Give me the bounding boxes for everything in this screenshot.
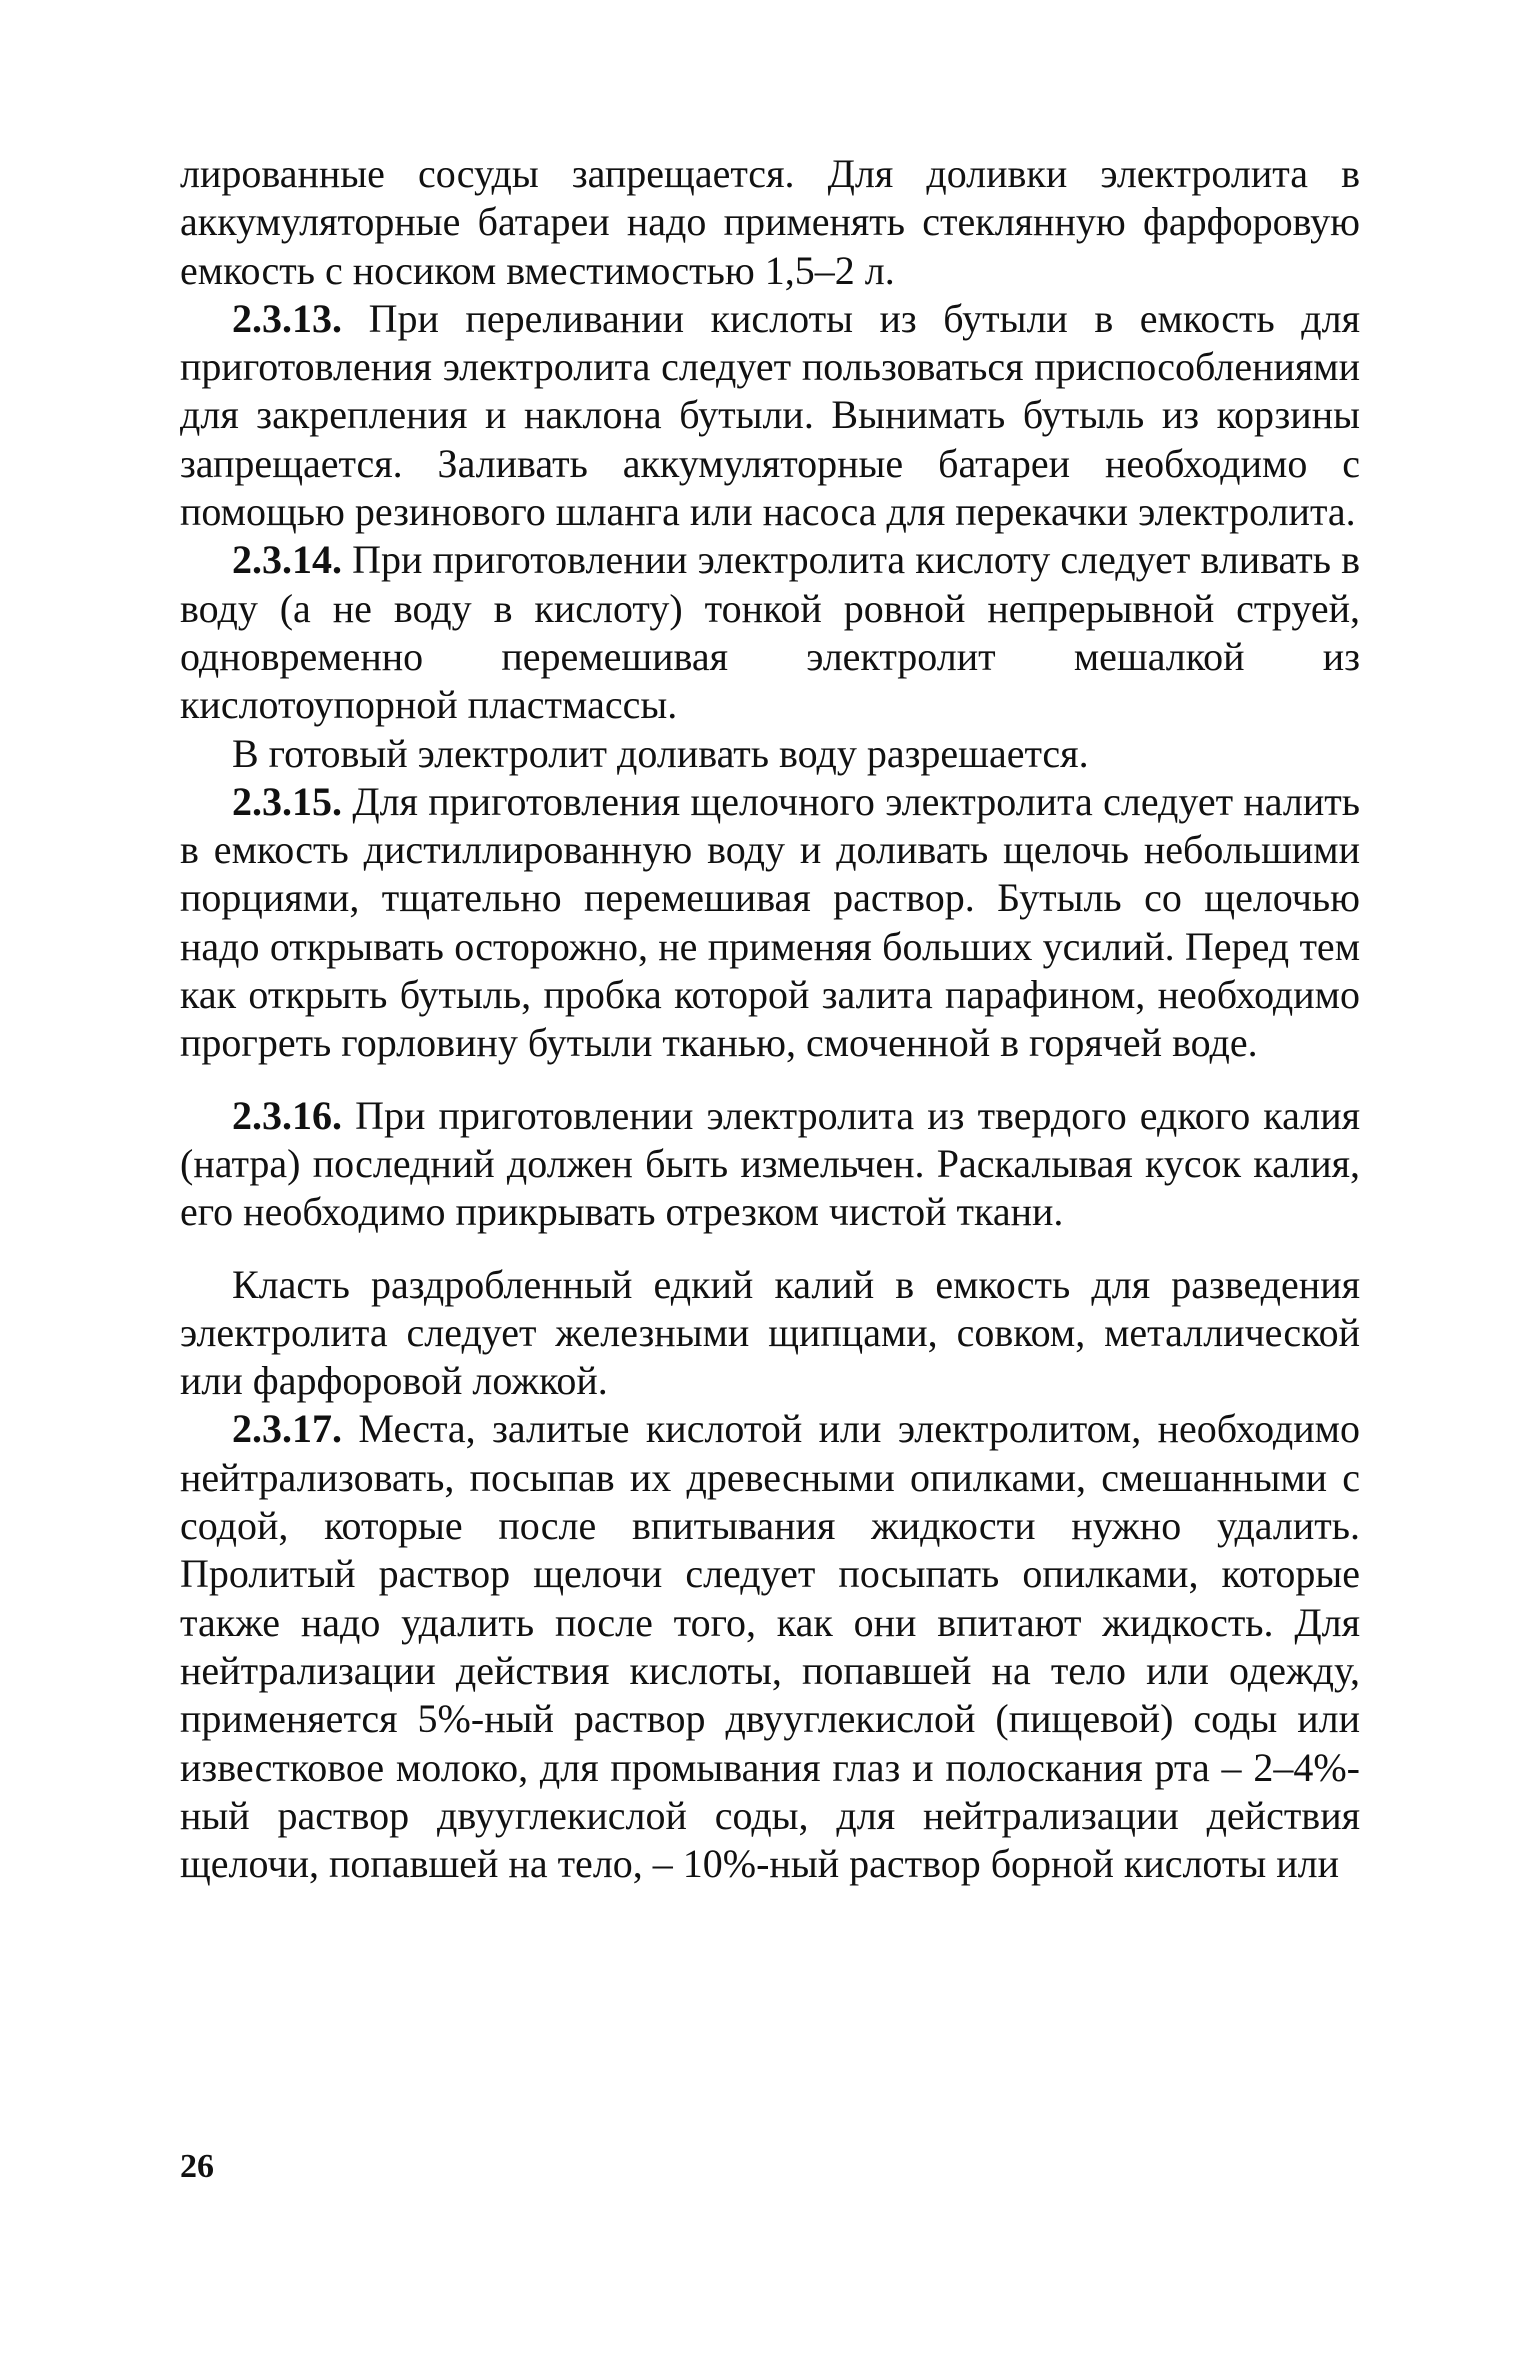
page-number: 26 — [180, 2148, 214, 2185]
section-number: 2.3.17. — [232, 1406, 342, 1452]
paragraph-2-3-14-note — [180, 730, 1360, 778]
paragraph-text: При переливании кислоты из бутыли в емкость для приготовления электролита следует пользоваться приспособлениями для закрепления и наклона бутыли. Вынимать бутыль из корзины запрещается. Заливать аккумуляторные батареи необходимо с помощью резинового шланга или насоса для перекачки электролита. — [180, 295, 1361, 535]
paragraph-continuation — [180, 150, 1360, 295]
paragraph-text: В готовый электролит доливать воду разрешается. — [232, 730, 1089, 776]
section-number: 2.3.16. — [232, 1092, 342, 1138]
section-number: 2.3.15. — [232, 778, 342, 824]
section-number: 2.3.13. — [232, 295, 342, 341]
paragraph-2-3-13 — [180, 295, 1360, 536]
paragraph-2-3-16-note — [180, 1261, 1360, 1406]
paragraph-text: При приготовлении электролита кислоту следует вливать в воду (а не воду в кислоту) тонкой ровной непрерывной струей, одновременно перемешивая электролит мешалкой из кислотоупорной пластмассы. — [180, 537, 1360, 728]
paragraph-text: Места, залитые кислотой или электролитом, необходимо нейтрализовать, посыпав их древесными опилками, смешанными с содой, которые после впитывания жидкости нужно удалить. Пролитый раствор щелочи следует посыпать опилками, которые также надо удалить после того, как они впитают жидкость. Для нейтрализации действия кислоты, попавшей на тело или одежду, применяется 5%-ный раствор двууглекислой (пищевой) соды или известковое молоко, для промывания глаз и полоскания рта – 2–4%-ный раствор двууглекислой соды, для нейтрализации действия щелочи, попавшей на тело, – 10%-ный раствор борной кислоты или — [180, 1406, 1360, 1887]
section-number: 2.3.14. — [232, 537, 342, 583]
paragraph-text: Для приготовления щелочного электролита следует налить в емкость дистиллированную воду и доливать щелочь небольшими порциями, тщательно перемешивая раствор. Бутыль со щелочью надо открывать осторожно, не применяя больших усилий. Перед тем как открыть бутыль, пробка которой залита парафином, необходимо прогреть горловину бутыли тканью, смоченной в горячей воде. — [180, 778, 1361, 1066]
paragraph-text: лированные сосуды запрещается. Для доливки электролита в аккумуляторные батареи надо применять стеклянную фарфоровую емкость с носиком вместимостью 1,5–2 л. — [180, 151, 1360, 293]
paragraph-2-3-15 — [180, 778, 1360, 1068]
paragraph-2-3-14 — [180, 536, 1360, 729]
body-text — [180, 150, 1360, 1888]
paragraph-text: Класть раздробленный едкий калий в емкость для разведения электролита следует железными щипцами, совком, металлической или фарфоровой ложкой. — [180, 1261, 1360, 1404]
paragraph-2-3-16 — [180, 1092, 1360, 1237]
paragraph-2-3-17 — [180, 1405, 1360, 1888]
paragraph-text: При приготовлении электролита из твердого едкого калия (натра) последний должен быть измельчен. Раскалывая кусок калия, его необходимо прикрывать отрезком чистой ткани. — [180, 1092, 1361, 1235]
